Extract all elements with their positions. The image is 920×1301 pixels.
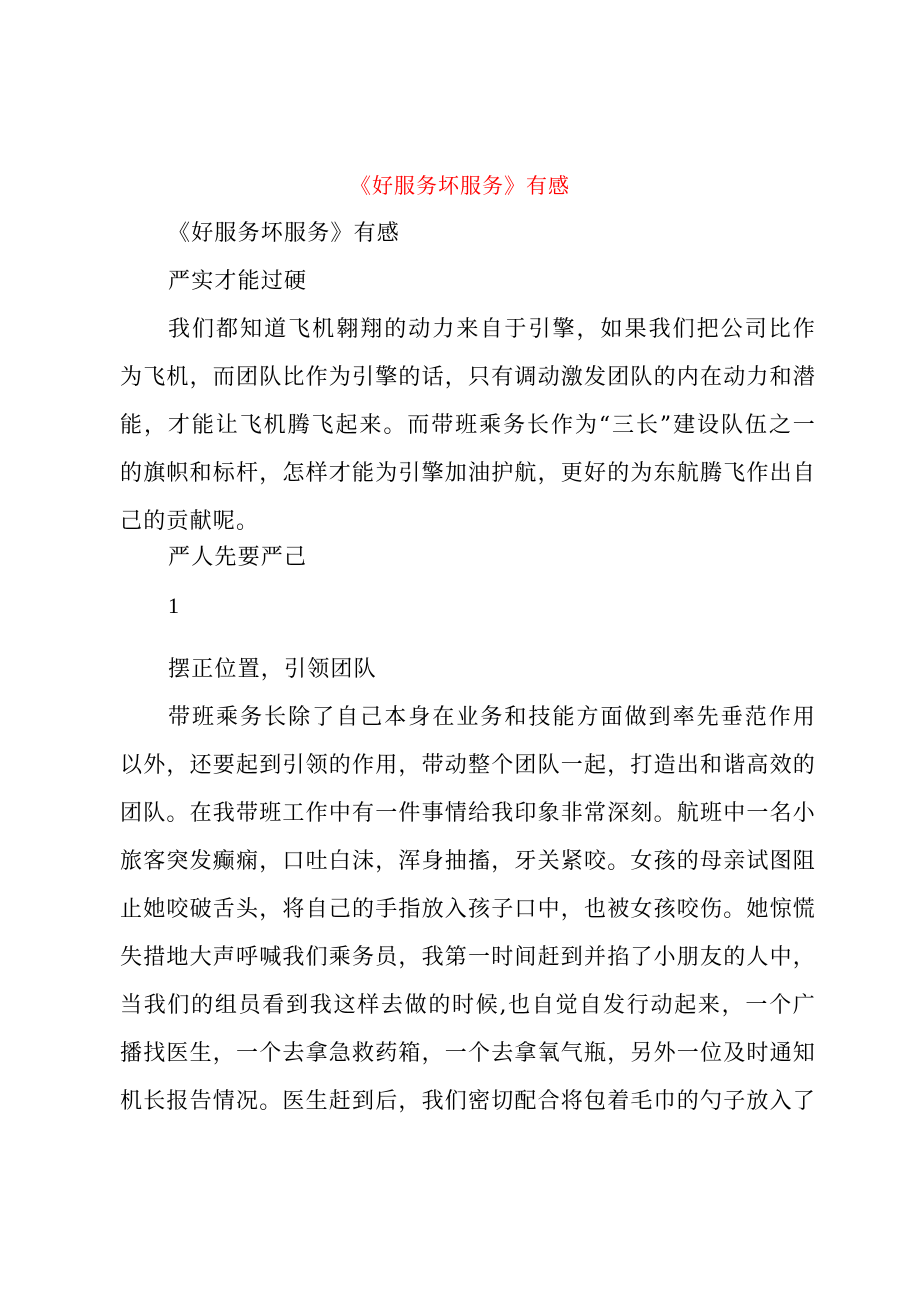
section-heading-2: 严人先要严己 (168, 545, 308, 570)
body-paragraph-2: 带班乘务长除了自己本身在业务和技能方面做到率先垂范作用以外，还要起到引领的作用，带动整个团队一起，打造出和谐高效的团队。在我带班工作中有一件事情给我印象非常深刻。航班中一名小旅客突发癫痫，口吐白沫，浑身抽搐，牙关紧咬。女孩的母亲试图阻止她咬破舌头，将自己的手指放入孩子口中，也被女孩咬伤。她惊慌失措地大声呼喊我们乘务员，我第一时间赶到并掐了小朋友的人中，当我们的组员看到我这样去做的时候,也自觉自发行动起来，一个广播找医生，一个去拿急救药箱，一个去拿氧气瓶，另外一位及时通知机长报告情况。医生赶到后，我们密切配合将包着毛巾的勺子放入了 (120, 705, 817, 1114)
section-number: 1 (168, 593, 181, 618)
section-heading-1: 严实才能过硬 (168, 269, 308, 294)
subtitle-paragraph: 《好服务坏服务》有感 (168, 221, 401, 246)
document-title: 《好服务坏服务》有感 (350, 174, 570, 198)
body-paragraph-1: 我们都知道飞机翱翔的动力来自于引擎，如果我们把公司比作为飞机，而团队比作为引擎的话，只有调动激发团队的内在动力和潜能，才能让飞机腾飞起来。而带班乘务长作为“三长”建设队伍之一的旗帜和标杆，怎样才能为引擎加油护航，更好的为东航腾飞作出自己的贡献呢。 (120, 317, 817, 534)
section-heading-3: 摆正位置，引领团队 (168, 657, 377, 682)
